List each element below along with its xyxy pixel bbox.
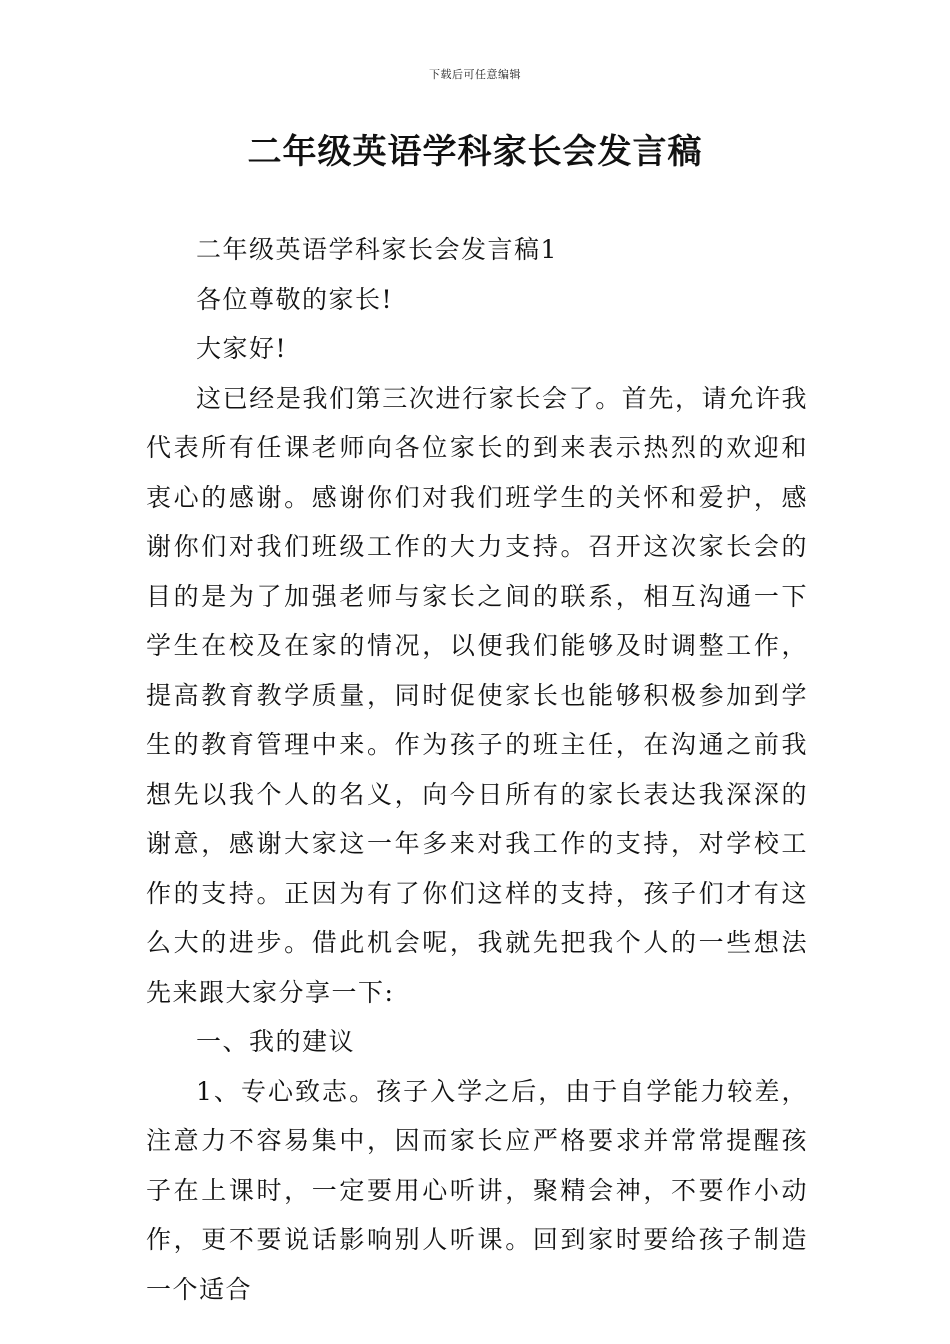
paragraph-intro: 这已经是我们第三次进行家长会了。首先，请允许我代表所有任课老师向各位家长的到来表示热烈的欢迎和衷心的感谢。感谢你们对我们班学生的关怀和爱护，感谢你们对我们班级工作的大力支持。召开这次家长会的目的是为了加强老师与家长之间的联系，相互沟通一下学生在校及在家的情况，以便我们能够及时调整工作，提高教育教学质量，同时促使家长也能够积极参加到学生的教育管理中来。作为孩子的班主任，在沟通之前我想先以我个人的名义，向今日所有的家长表达我深深的谢意，感谢大家这一年多来对我工作的支持，对学校工作的支持。正因为有了你们这样的支持，孩子们才有这么大的进步。借此机会呢，我就先把我个人的一些想法先来跟大家分享一下: bbox=[146, 383, 808, 1007]
paragraph-section-heading: 一、我的建议 bbox=[196, 1027, 356, 1056]
paragraph-point-1: 1、专心致志。孩子入学之后，由于自学能力较差，注意力不容易集中，因而家长应严格要求并常常提醒孩子在上课时，一定要用心听讲，聚精会神，不要作小动作，更不要说话影响别人听课。回到家时要给孩子制造一个适合 bbox=[146, 1076, 808, 1304]
paragraph-salutation: 各位尊敬的家长! bbox=[196, 284, 394, 314]
paragraph-greeting: 大家好! bbox=[196, 334, 288, 363]
document-body bbox=[146, 225, 808, 1314]
header-note: 下载后可任意编辑 bbox=[429, 68, 521, 81]
document-title: 二年级英语学科家长会发言稿 bbox=[247, 132, 703, 172]
paragraph-subtitle: 二年级英语学科家长会发言稿1 bbox=[196, 235, 558, 264]
